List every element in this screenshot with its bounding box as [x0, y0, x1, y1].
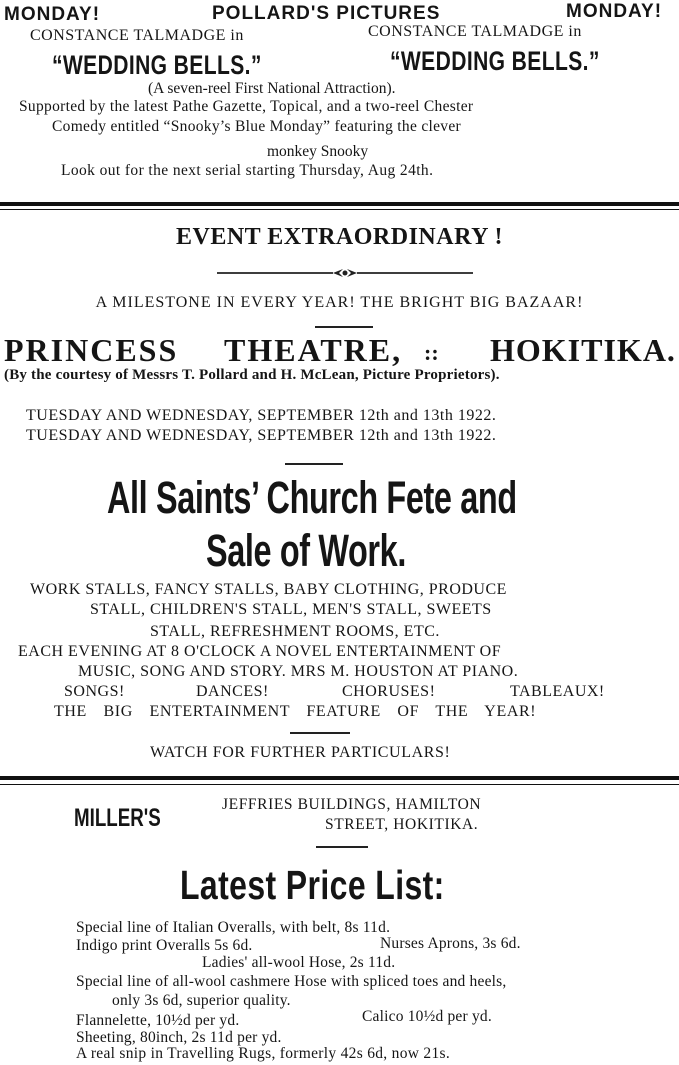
- act-songs: SONGS!: [64, 683, 125, 700]
- evening-line-2: MUSIC, SONG AND STORY. MRS M. HOUSTON AT PIANO.: [78, 663, 519, 680]
- store-name: MILLER'S: [74, 804, 161, 832]
- feature-line: THE BIG ENTERTAINMENT FEATURE OF THE YEAR!: [54, 703, 537, 720]
- venue-separator: ::: [424, 340, 439, 365]
- fete-title-line-1: All Saints’ Church Fete and: [107, 472, 517, 523]
- film-note: (A seven-reel First National Attraction).: [148, 80, 396, 97]
- dates-line-2: TUESDAY AND WEDNESDAY, SEPTEMBER 12th and 13th 1922.: [26, 427, 497, 444]
- support-line-1: Supported by the latest Pathe Gazette, Topical, and a two-reel Chester: [19, 98, 474, 115]
- address-line-1: JEFFRIES BUILDINGS, HAMILTON: [222, 796, 482, 813]
- star-right: CONSTANCE TALMADGE in: [368, 23, 582, 40]
- support-line-3: monkey Snooky: [267, 143, 369, 160]
- price-line-6b: Calico 10½d per yd.: [362, 1008, 492, 1025]
- day-label-left: MONDAY!: [4, 4, 101, 25]
- serial-notice: Look out for the next serial starting Thursday, Aug 24th.: [61, 162, 434, 179]
- venue-princess: PRINCESS: [4, 332, 179, 368]
- short-divider: [315, 326, 373, 328]
- ornament-divider: [215, 266, 475, 280]
- dates-line-1: TUESDAY AND WEDNESDAY, SEPTEMBER 12th and 13th 1922.: [26, 407, 497, 424]
- price-line-6a: Flannelette, 10½d per yd.: [76, 1012, 240, 1029]
- milestone-line: A MILESTONE IN EVERY YEAR! THE BRIGHT BIG BAZAAR!: [95, 294, 584, 311]
- watch-line: WATCH FOR FURTHER PARTICULARS!: [150, 744, 451, 761]
- stalls-line-1: WORK STALLS, FANCY STALLS, BABY CLOTHING, PRODUCE: [30, 581, 507, 598]
- price-line-1: Special line of Italian Overalls, with belt, 8s 11d.: [76, 919, 391, 936]
- film-title-right: “WEDDING BELLS.”: [390, 46, 600, 76]
- price-line-7: Sheeting, 80inch, 2s 11d per yd.: [76, 1029, 282, 1046]
- act-choruses: CHORUSES!: [342, 683, 436, 700]
- column-rule-thick: [0, 202, 679, 206]
- short-divider: [316, 846, 368, 848]
- fete-title-line-2: Sale of Work.: [206, 525, 406, 576]
- act-tableaux: TABLEAUX!: [510, 683, 605, 700]
- day-label-right: MONDAY!: [566, 1, 663, 22]
- price-line-3: Ladies' all-wool Hose, 2s 11d.: [202, 954, 396, 971]
- venue-hokitika: HOKITIKA.: [490, 332, 676, 368]
- event-headline: EVENT EXTRAORDINARY !: [175, 224, 504, 250]
- stalls-line-2: STALL, CHILDREN'S STALL, MEN'S STALL, SWEETS: [90, 601, 492, 618]
- price-line-8: A real snip in Travelling Rugs, formerly 42s 6d, now 21s.: [76, 1045, 451, 1062]
- film-title-left: “WEDDING BELLS.”: [52, 50, 262, 80]
- price-line-4: Special line of all-wool cashmere Hose with spliced toes and heels,: [76, 973, 507, 990]
- column-rule-thick: [0, 776, 679, 780]
- stalls-line-3: STALL, REFRESHMENT ROOMS, ETC.: [150, 623, 440, 640]
- address-line-2: STREET, HOKITIKA.: [325, 816, 479, 833]
- column-rule-thin: [0, 209, 679, 210]
- support-line-2: Comedy entitled “Snooky’s Blue Monday” featuring the clever: [52, 118, 461, 135]
- evening-line-1: EACH EVENING AT 8 O'CLOCK A NOVEL ENTERTAINMENT OF: [18, 643, 502, 660]
- price-line-5: only 3s 6d, superior quality.: [112, 992, 291, 1009]
- price-list-heading: Latest Price List:: [180, 862, 445, 908]
- cinema-name: POLLARD'S PICTURES: [212, 3, 441, 24]
- price-line-2a: Indigo print Overalls 5s 6d.: [76, 937, 253, 954]
- column-rule-thin: [0, 784, 679, 785]
- act-dances: DANCES!: [196, 683, 269, 700]
- star-left: CONSTANCE TALMADGE in: [30, 27, 244, 44]
- short-divider: [285, 463, 343, 465]
- price-line-2b: Nurses Aprons, 3s 6d.: [380, 935, 521, 952]
- short-divider: [290, 732, 350, 734]
- courtesy-line: (By the courtesy of Messrs T. Pollard and H. McLean, Picture Proprietors).: [4, 367, 500, 383]
- venue-theatre: THEATRE,: [224, 332, 403, 368]
